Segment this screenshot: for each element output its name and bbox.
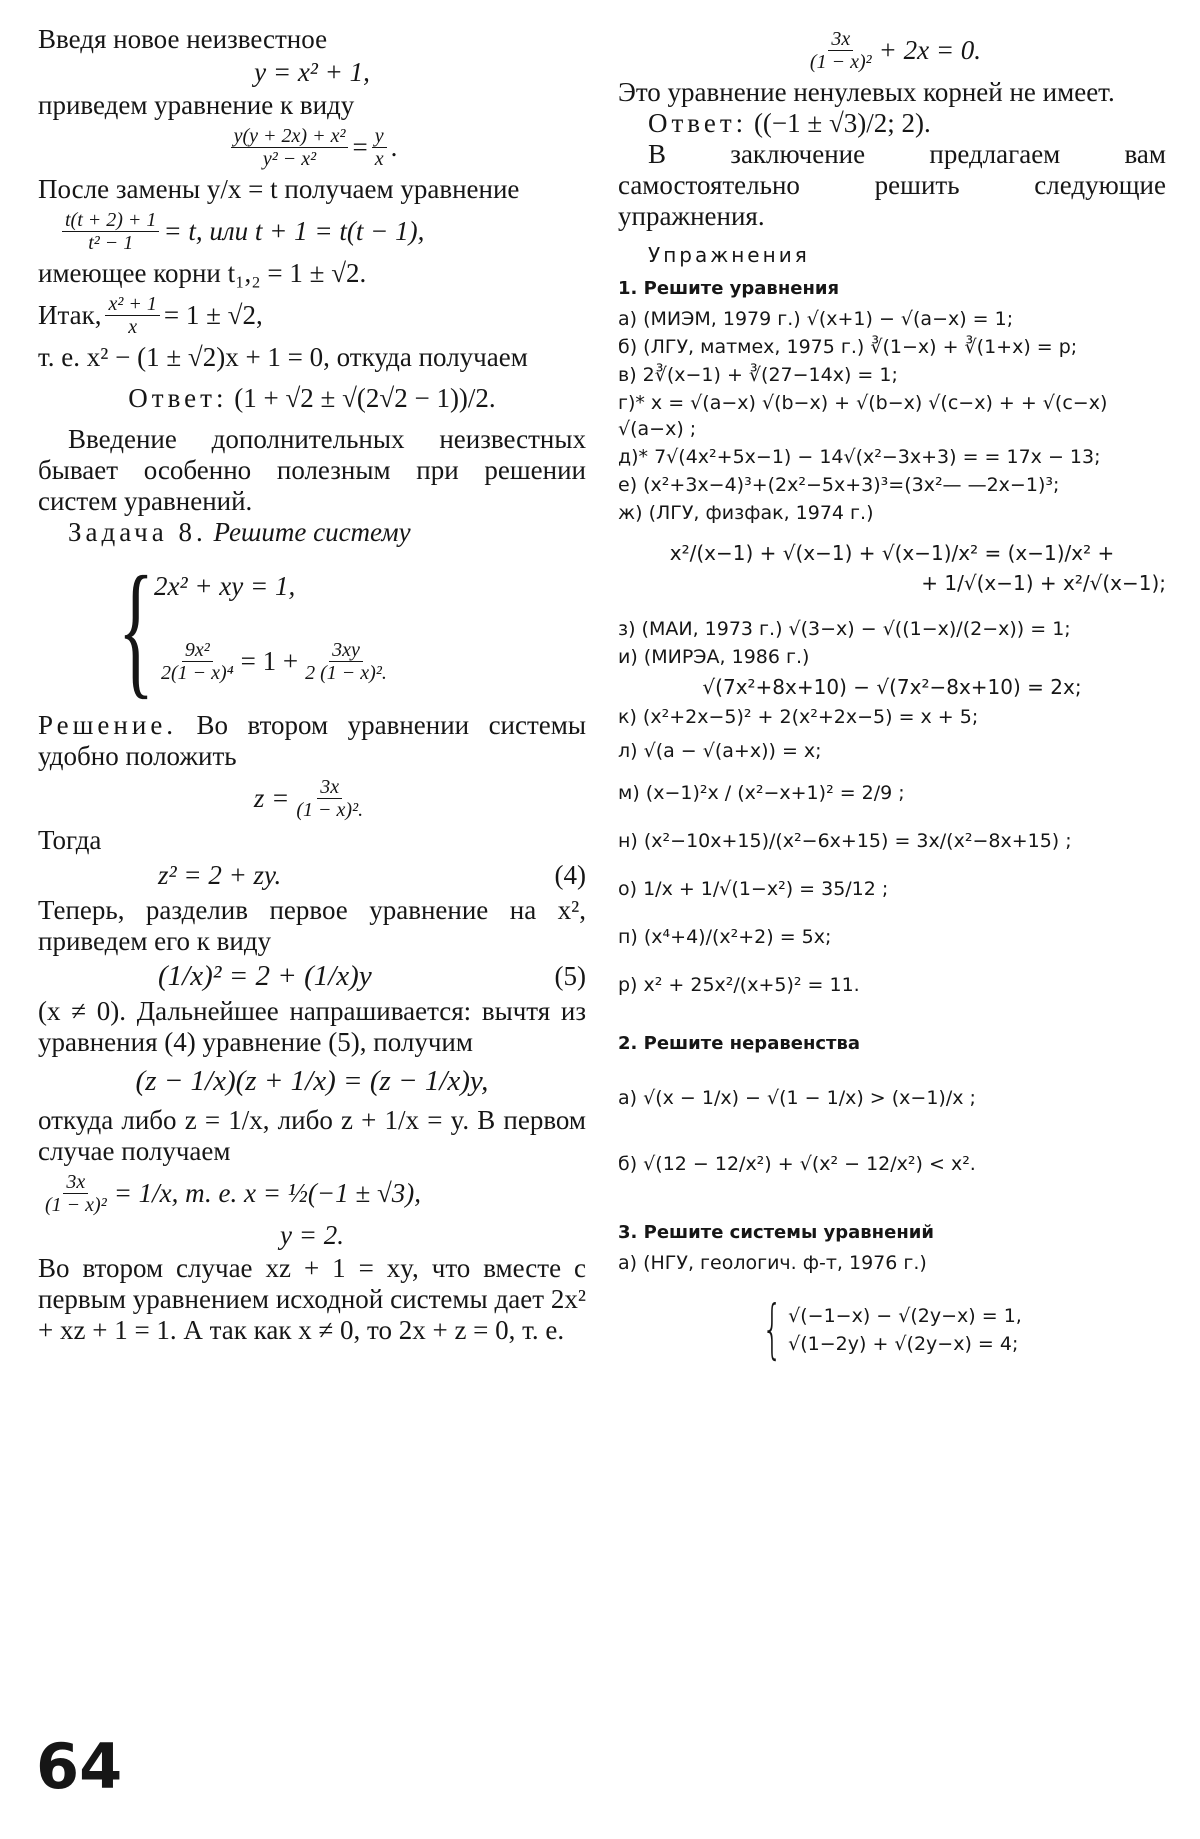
list-item: о) 1/x + 1/√(1−x²) = 35/12 ; — [618, 878, 889, 900]
either-text: откуда либо z = 1/x, либо z + 1/x = y. В первом случае получаем — [38, 1105, 586, 1166]
equation-4: z² = 2 + zy. (4) — [158, 860, 586, 890]
page-number: 64 — [36, 1730, 123, 1803]
answer-label-right: Ответ: — [648, 108, 748, 138]
exercise-zh-equation-1: x²/(x−1) + √(x−1) + √(x−1)/x² = (x−1)/x² + — [669, 541, 1115, 565]
equation-itak: Итак, $\frac{\text{x² + 1}}{x}$ = 1 ± √2, — [38, 293, 263, 338]
list-item: а) √(x − 1/x) − √(1 − 1/x) > (x−1)/x ; — [618, 1087, 976, 1109]
equation-z: z = $\frac{3x}{\text{(1 − x)².}}$ — [253, 776, 364, 821]
task-text: Решите систему — [213, 517, 411, 547]
list-item: м) (x−1)²x / (x²−x+1)² = 2/9 ; — [618, 782, 905, 804]
divide-text: Теперь, разделив первое уравнение на x², приведем его к виду — [38, 895, 586, 956]
right-column — [618, 24, 1166, 1366]
intro-systems-text: Введение дополнительных неизвестных бывает особенно полезным при решении систем уравнений. — [38, 424, 586, 516]
list-item: л) √(a − √(a+x)) = x; — [618, 740, 822, 762]
list-item: в) 2∛(x−1) + ∛(27−14x) = 1; — [618, 364, 898, 386]
bring-text: приведем уравнение к виду — [38, 90, 355, 120]
after-substitution-text: После замены y/x = t получаем уравнение — [38, 174, 520, 204]
equation-y2: y = 2. — [280, 1220, 344, 1250]
exercise-3-system — [618, 1293, 1166, 1367]
task-line — [38, 517, 586, 548]
answer-line — [38, 383, 586, 414]
system-line-2: √(1−2y) + √(2y−x) = 4; — [788, 1333, 1019, 1355]
list-item: ж) (ЛГУ, физфак, 1974 г.) — [618, 502, 874, 524]
equation-t: $\frac{t(t + 2) + 1}{\text{t² − 1}}$ = t, или t + 1 = t(t − 1), — [58, 209, 586, 254]
list-item: г)* x = √(a−x) √(b−x) + √(b−x) √(c−x) + + √(c−x) √(a−x) ; — [618, 392, 1108, 440]
equation-fraction: $\frac{\text{y(y + 2x) + x²}}{\text{y² − x²}}$ = $\frac{y}{x}$ . — [38, 125, 586, 170]
exercise-i-equation: √(7x²+8x+10) − √(7x²−8x+10) = 2x; — [702, 675, 1082, 699]
intro-text: Введя новое неизвестное — [38, 24, 328, 54]
system-of-equations — [118, 546, 586, 712]
task-label: Задача 8. — [68, 517, 207, 547]
togda-text: Тогда — [38, 825, 102, 855]
system-line-2: $\frac{\text{9x²}}{\text{2(1 − x)⁴}}$ = 1 + $\frac{3xy}{\text{2 (1 − x)².}}$ — [161, 638, 387, 684]
exercise-2-title: 2. Решите неравенства — [618, 1033, 861, 1054]
list-item: р) x² + 25x²/(x+5)² = 11. — [618, 974, 860, 996]
list-item: а) (НГУ, геологич. ф-т, 1976 г.) — [618, 1252, 927, 1274]
exercise-3-title: 3. Решите системы уравнений — [618, 1222, 934, 1243]
answer-label: Ответ: — [128, 383, 228, 413]
second-case-text: Во втором случае xz + 1 = xy, что вместе с первым уравнением исходной системы дает 2x² + xz + 1 = 1. А так как x ≠ 0, то 2x + z = 0, т. е. — [38, 1253, 586, 1345]
roots-text: имеющее корни t₁,₂ = 1 ± √2. — [38, 258, 367, 288]
equation-6: (z − 1/x)(z + 1/x) = (z − 1/x)y, — [135, 1065, 489, 1097]
list-item: б) √(12 − 12/x²) + √(x² − 12/x²) < x². — [618, 1153, 976, 1175]
solution-line — [38, 710, 586, 772]
exercise-zh-equation-2: + 1/√(x−1) + x²/√(x−1); — [921, 571, 1166, 595]
list-item: к) (x²+2x−5)² + 2(x²+2x−5) = x + 5; — [618, 706, 979, 728]
solution-text: Во втором уравнении системы удобно положить — [38, 710, 587, 771]
equation-top: $\frac{3x}{\text{(1 − x)²}}$ + 2x = 0. — [809, 28, 982, 73]
brace-icon: { — [762, 1293, 783, 1367]
system-line-1: √(−1−x) − √(2y−x) = 1, — [788, 1305, 1022, 1327]
equation-y: y = x² + 1, — [254, 57, 370, 87]
list-item: п) (x⁴+4)/(x²+2) = 5x; — [618, 926, 832, 948]
further-text: (x ≠ 0). Дальнейшее напрашивается: вычтя из уравнения (4) уравнение (5), получим — [38, 996, 586, 1057]
exercises-header: Упражнения — [648, 243, 810, 267]
list-item: а) (МИЭМ, 1979 г.) √(x+1) − √(a−x) = 1; — [618, 308, 1014, 330]
list-item: з) (МАИ, 1973 г.) √(3−x) − √((1−x)/(2−x)) = 1; — [618, 618, 1071, 640]
list-item: б) (ЛГУ, матмех, 1975 г.) ∛(1−x) + ∛(1+x) = p; — [618, 336, 1078, 358]
te-text: т. е. x² − (1 ± √2)x + 1 = 0, откуда получаем — [38, 342, 528, 372]
answer-line-right — [618, 108, 1166, 139]
exercises-section — [618, 240, 1166, 1367]
list-item: и) (МИРЭА, 1986 г.) — [618, 646, 810, 668]
answer-value-right: ((−1 ± √3)/2; 2). — [753, 108, 931, 138]
exercise-1-title: 1. Решите уравнения — [618, 278, 840, 299]
conclusion-text: В заключение предлагаем вам самостоятельно решить следующие упражнения. — [618, 139, 1166, 231]
left-column — [38, 24, 586, 1346]
system-line-1: 2x² + xy = 1, — [154, 570, 296, 601]
list-item: н) (x²−10x+15)/(x²−6x+15) = 3x/(x²−8x+15) ; — [618, 830, 1072, 852]
equation-case1: $\frac{3x}{\text{(1 − x)²}}$ = 1/x, т. е. x = ½(−1 ± √3), — [45, 1171, 422, 1216]
solution-label: Решение. — [38, 710, 178, 740]
no-roots-text: Это уравнение ненулевых корней не имеет. — [618, 77, 1115, 107]
list-item: д)* 7√(4x²+5x−1) − 14√(x²−3x+3) = = 17x − 13; — [618, 446, 1101, 468]
answer-value: (1 + √2 ± √(2√2 − 1))/2. — [234, 383, 496, 413]
brace-icon: { — [118, 546, 154, 712]
list-item: е) (x²+3x−4)³+(2x²−5x+3)³=(3x²— —2x−1)³; — [618, 474, 1060, 496]
equation-5: (1/x)² = 2 + (1/x)y (5) — [158, 960, 586, 992]
